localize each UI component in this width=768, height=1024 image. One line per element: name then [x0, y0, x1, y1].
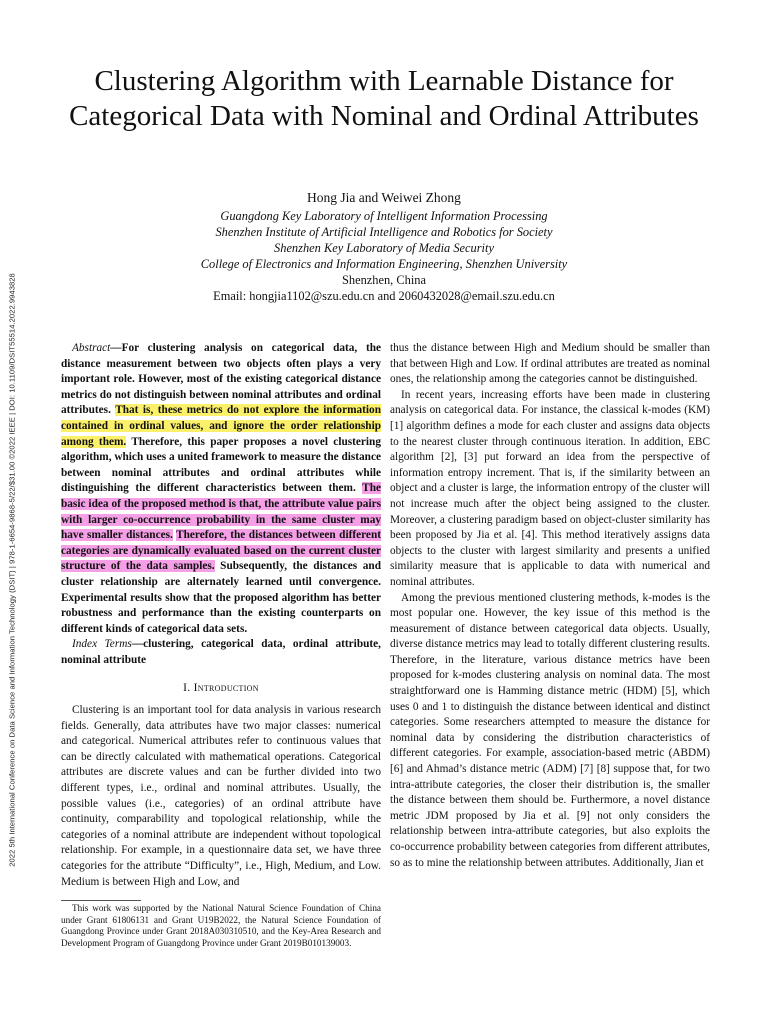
- affiliation-1: Guangdong Key Laboratory of Intelligent Information Processing: [220, 209, 548, 223]
- author-email: Email: hongjia1102@szu.edu.cn and 2060432028@email.szu.edu.cn: [213, 289, 555, 303]
- paper-title: Clustering Algorithm with Learnable Distance for Categorical Data with Nominal and Ordinal Attributes: [69, 65, 699, 132]
- index-terms-label: Index Terms: [72, 638, 132, 651]
- index-terms: [61, 637, 381, 668]
- abstract-label: Abstract: [72, 342, 111, 354]
- abstract-highlight-pink-1: The basic idea of the proposed method is that, the attribute value pairs with larger co-occurrence probability in the same cluster may have smaller distances.: [61, 482, 381, 542]
- affiliation-4: College of Electronics and Information Engineering, Shenzhen University: [200, 257, 568, 271]
- affiliation-2: Shenzhen Institute of Artificial Intelligence and Robotics for Society: [215, 225, 553, 239]
- abstract-text-2: Therefore, this paper proposes a novel clustering algorithm, which uses a united framework to measure the distance between nominal attributes and ordinal attributes while distinguishing the different characteristics between them.: [61, 435, 381, 495]
- section-heading-introduction: I. Introduction: [183, 682, 259, 695]
- affiliation-3: Shenzhen Key Laboratory of Media Security: [274, 241, 494, 255]
- abstract-text-1: For clustering analysis on categorical data, the distance measurement between two objects often plays a very important role. However, most of the existing categorical distance metrics do not distinguish between nominal attributes and ordinal attributes.: [61, 342, 381, 417]
- funding-footnote: This work was supported by the National Natural Science Foundation of China under Grant 61806131 and Grant U19B2022, the Natural Science Foundation of Guangdong Province under Grant 2018A030310510, and the Key-Area Research and Development Program of Guangdong Province under Grant 2019B010139003.: [61, 903, 381, 948]
- right-column: [390, 341, 710, 871]
- left-column: [61, 341, 381, 950]
- right-paragraph-2: In recent years, increasing efforts have been made in clustering analysis on categorical data. For instance, the classical k-modes (KM) [1] algorithm defines a mode for each cluster and assigns data objects to the nearest cluster through continuous iteration. In addition, EBC algorithm [2], [3] put forward an idea from the perspective of information entropy increment. That is, if the similarity between an object and a cluster is large, the information entropy of the cluster will not increase much after the object being assigned to the cluster. Moreover, a clustering paradigm based on object-cluster similarity has been proposed by Jia et al. [4]. This method iteratively assigns data objects to the cluster with largest similarity and presents a unified similarity measure that is applicable to data with numerical and nominal attributes.: [390, 388, 710, 588]
- author-location: Shenzhen, China: [342, 273, 426, 287]
- index-terms-text: —clustering, categorical data, ordinal attribute, nominal attribute: [61, 638, 381, 666]
- footnote-divider: [61, 900, 141, 901]
- side-citation-text: 2022 5th International Conference on Data Science and Information Technology (DSIT) | 978-1-6654-9868-5/22/$31.00 ©2022 IEEE | DOI: 10.1109/DSIT55514.2022.9943828: [7, 273, 17, 867]
- side-conference-strip: [0, 170, 24, 970]
- author-block: [60, 190, 708, 304]
- abstract-text-3: Subsequently, the distances and cluster relationship are alternately learned until convergence. Experimental results show that the proposed algorithm has better robustness and performance than the existing counterparts on different kinds of categorical data sets.: [61, 560, 381, 635]
- abstract-highlight-pink-2: Therefore, the distances between different categories are dynamically evaluated based on the current cluster structure of the data samples.: [61, 529, 381, 573]
- abstract-highlight-yellow: That is, these metrics do not explore the information contained in ordinal values, and ignore the order relationship among them.: [61, 404, 381, 448]
- right-paragraph-3: Among the previous mentioned clustering methods, k-modes is the most popular one. However, the key issue of this method is the measurement of distance between categorical data objects. Usually, diverse distance metrics may lead to totally different clustering results. Therefore, in the literature, various distance metrics have been proposed for k-modes clustering analysis on nominal data. The most straightforward one is Hamming distance metric (HDM) [5], which uses 0 and 1 to distinguish the distance between identical and distinct categories. Some researchers attempted to measure the distance for nominal data by considering the distribution characteristics of different categories. For example, association-based metric (ABDM) [6] and Ahmad’s distance metric (ADM) [7] [8] suppose that, for two intra-attribute categories, the closer their distribution is, the smaller the distance between them should be. Furthermore, a novel distance metric JDM proposed by Jia et al. [9] not only considers the relationship between intra-attribute categories, but also exploits the co-occurrence probability between categories from different attributes, so as to mine the relationship between attributes. Additionally, Jian et: [390, 591, 710, 869]
- abstract: [61, 341, 381, 637]
- abstract-dash: —: [110, 342, 122, 354]
- author-names: Hong Jia and Weiwei Zhong: [307, 190, 461, 205]
- intro-paragraph-1: Clustering is an important tool for data analysis in various research fields. Generally, data attributes have two major classes: numerical and categorical. Numerical attributes refer to continuous values that can be directly calculated with mathematical operations. Categorical attributes are discrete values and can be further divided into two different types, i.e., ordinal and nominal attributes. Usually, the possible values (i.e., categories) of an ordinal attribute have continuity, comparability and topological relationship, while the categories of a nominal attribute are independent without topological relationship. For example, in a questionnaire data set, we have three categories for the attribute “Difficulty”, i.e., High, Medium, and Low. Medium is between High and Low, and: [61, 704, 381, 888]
- right-paragraph-1: thus the distance between High and Medium should be smaller than that between High and Low. If ordinal attributes are treated as nominal ones, the relationship among the categories cannot be distinguished.: [390, 342, 710, 386]
